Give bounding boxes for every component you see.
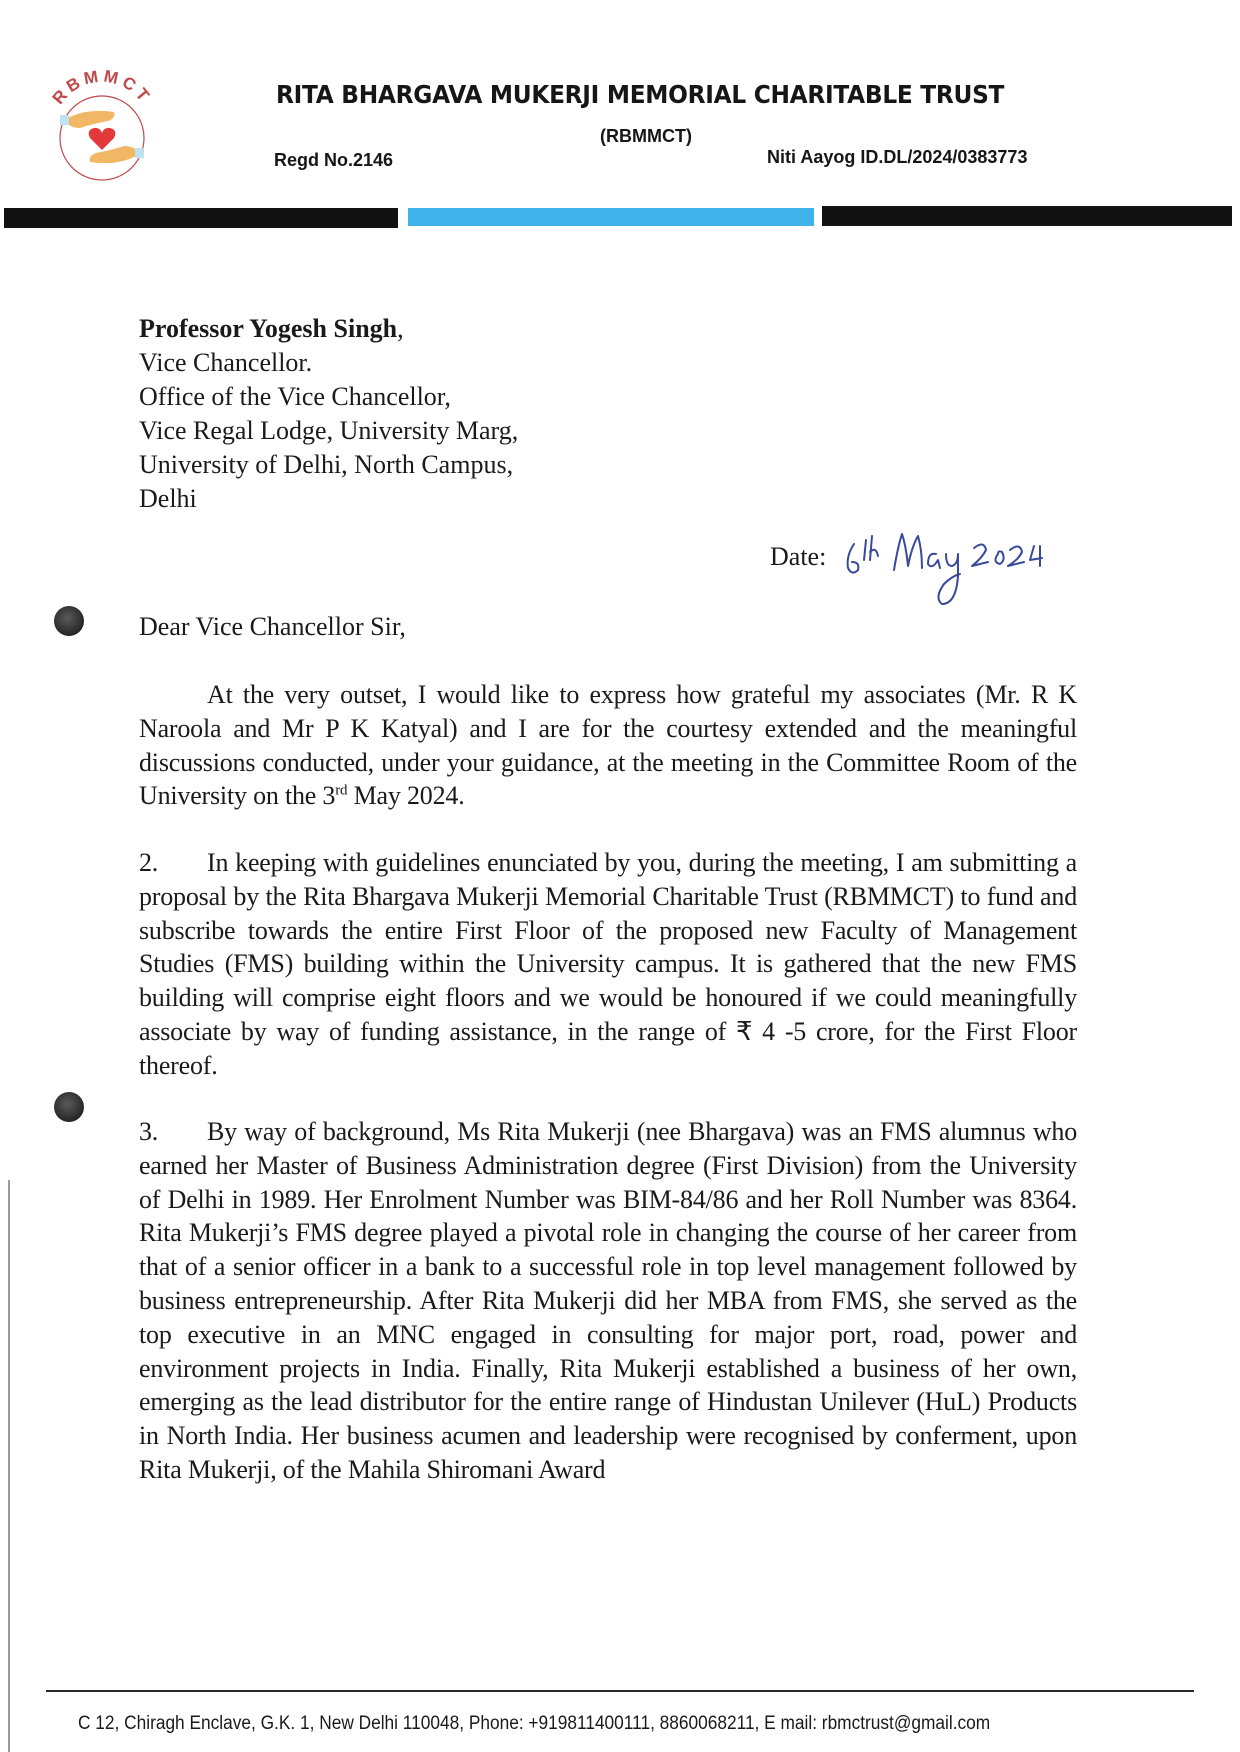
salutation: Dear Vice Chancellor Sir, xyxy=(139,612,406,641)
address-line: Office of the Vice Chancellor, xyxy=(139,382,451,411)
organization-name: RITA BHARGAVA MUKERJI MEMORIAL CHARITABLE TRUST xyxy=(276,80,1005,109)
niti-aayog-id: Niti Aayog ID.DL/2024/0383773 xyxy=(767,147,1028,167)
heart-icon xyxy=(89,128,116,150)
punch-hole xyxy=(54,1092,84,1122)
address-line: Delhi xyxy=(139,484,197,513)
paragraph-1-text-end: May 2024. xyxy=(347,781,465,811)
punch-hole xyxy=(54,606,84,636)
paragraph-number: 2. xyxy=(139,848,159,877)
paragraph-1-text: At the very outset, I would like to express how grateful my associates (Mr. R K Naroola and Mr P K Katyal) and I are for the courtesy extended and the meaningful discussions conducted, under your guidance, at the meeting in the Committee Room of the University on the 3 xyxy=(139,680,1077,811)
paragraph-number: 3. xyxy=(139,1117,159,1146)
letterhead-bar-left xyxy=(4,208,398,228)
organization-abbreviation: (RBMMCT) xyxy=(600,126,692,146)
recipient-address xyxy=(139,312,518,516)
paragraph-2 xyxy=(139,846,1077,1083)
paragraph-3 xyxy=(139,1115,1077,1487)
address-line: University of Delhi, North Campus, xyxy=(139,450,514,479)
paragraph-1 xyxy=(139,678,1077,813)
handwritten-date xyxy=(842,526,1062,616)
address-line: Vice Chancellor. xyxy=(139,348,313,377)
letterhead-bar-accent xyxy=(408,208,814,226)
paragraph-2-text: In keeping with guidelines enunciated by you, during the meeting, I am submitting a proposal by the Rita Bhargava Mukerji Memorial Charitable Trust (RBMMCT) to fund and subscribe towards the entire First Floor of the proposed new Faculty of Management Studies (FMS) building within the University campus. It is gathered that the new FMS building will comprise eight floors and we would be honoured if we could meaningfully associate by way of funding assistance, in the range of ₹ 4 -5 crore, for the First Floor thereof. xyxy=(139,848,1077,1080)
recipient-name-line xyxy=(139,312,518,346)
address-line: Vice Regal Lodge, University Marg, xyxy=(139,416,519,445)
hand-bottom-icon xyxy=(90,146,144,163)
date-label: Date: xyxy=(770,542,827,571)
letterhead-bar-right xyxy=(822,206,1232,226)
scan-edge xyxy=(8,1180,10,1752)
footer-divider xyxy=(46,1690,1194,1692)
logo-text: RBMMCT xyxy=(48,68,156,108)
footer-contact: C 12, Chiragh Enclave, G.K. 1, New Delhi 110048, Phone: +919811400111, 8860068211, E mail: rbmctrust@gmail.com xyxy=(78,1713,991,1734)
ordinal-suffix: rd xyxy=(335,782,348,799)
svg-text:RBMMCT xyxy=(49,68,156,108)
paragraph-3-text: By way of background, Ms Rita Mukerji (nee Bhargava) was an FMS alumnus who earned her Master of Business Administration degree (First Division) from the University of Delhi in 1989. Her Enrolment Number was BIM-84/86 and her Roll Number was 8364. Rita Mukerji’s FMS degree played a pivotal role in changing the course of her career from that of a senior officer in a bank to a successful role in top level management followed by business entrepreneurship. After Rita Mukerji did her MBA from FMS, she served as the top executive in an MNC engaged in consulting for major port, road, power and environment projects in India. Finally, Rita Mukerji established a business of her own, emerging as the lead distributor for the entire range of Hindustan Unilever (HuL) Products in North India. Her business acumen and leadership were recognised by conferment, upon Rita Mukerji, of the Mahila Shiromani Award xyxy=(139,1117,1077,1484)
rbmmct-logo xyxy=(42,68,162,188)
registration-number: Regd No.2146 xyxy=(274,150,394,170)
recipient-name-suffix: , xyxy=(397,314,404,343)
recipient-name: Professor Yogesh Singh xyxy=(139,314,398,343)
